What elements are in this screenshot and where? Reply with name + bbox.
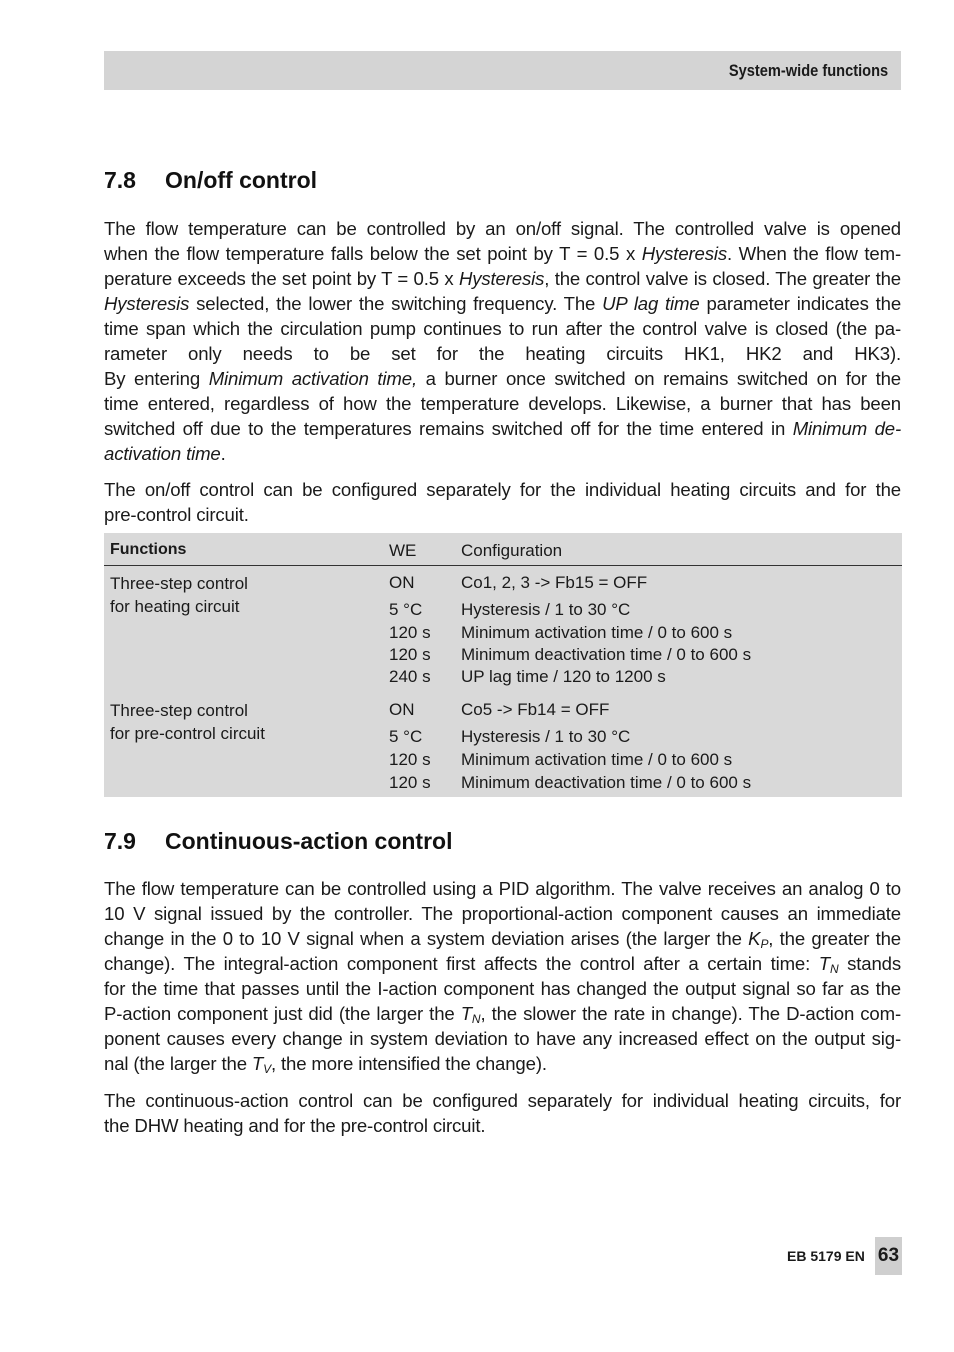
- paragraph: [104, 876, 901, 1076]
- table-cell-config: Hysteresis / 1 to 30 °C: [461, 600, 631, 619]
- text-line: switched off due to the temperatures remains switched off for the time entered in Minimum de-: [104, 418, 901, 439]
- section-heading-7-8: [104, 167, 317, 194]
- table-cell-we: ON: [389, 573, 415, 592]
- text-line: for the time that passes until the I-action component has changed the output signal so far as the: [104, 978, 901, 999]
- table-cell-config: Minimum deactivation time / 0 to 600 s: [461, 645, 752, 664]
- paragraph: [104, 1088, 901, 1138]
- table-cell-we: 5 °C: [389, 600, 423, 619]
- group-label-line: for heating circuit: [110, 597, 240, 616]
- table-cell-we: 120 s: [389, 773, 431, 792]
- italic-term: $K_P$: [748, 928, 769, 951]
- italic-term: $T_N$: [818, 953, 839, 976]
- paragraph: [104, 477, 901, 527]
- text-line: time entered, regardless of how the temperature develops. Likewise, a burner that has been: [104, 393, 901, 414]
- italic-term: Minimum de-: [792, 418, 901, 439]
- column-header-functions: Functions: [110, 541, 187, 558]
- column-header-configuration: Configuration: [461, 541, 563, 560]
- section-number: 7.8: [104, 167, 136, 193]
- italic-term: $T_N$: [460, 1003, 481, 1026]
- text-line: change in the 0 to 10 V signal when a system deviation arises (the larger the $K_P$, the greater the: [104, 928, 902, 951]
- text-line: The flow temperature can be controlled using a PID algorithm. The valve receives an analog 0 to: [104, 878, 901, 899]
- text-line: Hysteresis selected, the lower the switching frequency. The UP lag time parameter indicates the: [104, 293, 902, 314]
- text-line: the DHW heating and for the pre-control circuit.: [104, 1115, 486, 1136]
- text-line: The continuous-action control can be configured separately for individual heating circuits, for: [104, 1090, 901, 1111]
- italic-term: $T_V$: [251, 1053, 271, 1076]
- header-title: System-wide functions: [728, 61, 888, 80]
- table-cell-config: Minimum activation time / 0 to 600 s: [461, 623, 733, 642]
- group-label-line: Three-step control: [110, 574, 248, 593]
- functions-table: [104, 533, 902, 797]
- text-line: change). The integral-action component first affects the control after a certain time: $T_N$ stands: [104, 953, 901, 976]
- table-cell-we: 120 s: [389, 645, 431, 664]
- table-header-row: [104, 533, 902, 566]
- text-line: perature exceeds the set point by T = 0.5 x Hysteresis, the control valve is closed. The greater the: [104, 268, 901, 289]
- italic-term: activation time: [104, 443, 221, 464]
- text-line: when the flow temperature falls below the set point by T = 0.5 x Hysteresis. When the flow tem-: [104, 243, 901, 264]
- table-cell-we: 120 s: [389, 750, 431, 769]
- table-cell-config: Co1, 2, 3 -> Fb15 = OFF: [461, 573, 648, 592]
- document-id: EB 5179 EN: [787, 1248, 865, 1264]
- section-heading-7-9: [104, 828, 452, 855]
- text-line: rameter only needs to be set for the heating circuits HK1, HK2 and HK3).: [104, 343, 901, 364]
- text-line: nal (the larger the $T_V$, the more intensified the change).: [104, 1053, 547, 1076]
- text-line: By entering Minimum activation time, a burner once switched on remains switched on for the: [104, 368, 901, 389]
- italic-term: Hysteresis: [104, 293, 190, 314]
- table-cell-config: Minimum deactivation time / 0 to 600 s: [461, 773, 752, 792]
- table-cell-we: 240 s: [389, 667, 431, 686]
- text-line: pre-control circuit.: [104, 504, 249, 525]
- group-label: [110, 572, 248, 618]
- table-cell-we: 5 °C: [389, 727, 423, 746]
- column-header-we: WE: [389, 541, 417, 560]
- page-number: 63: [875, 1237, 902, 1275]
- text-line: ponent causes every change in system deviation to have any increased effect on the output sig-: [104, 1028, 901, 1049]
- text-line: P-action component just did (the larger the $T_N$, the slower the rate in change). The D-action com-: [104, 1003, 901, 1026]
- table-cell-config: Minimum activation time / 0 to 600 s: [461, 750, 733, 769]
- table-cell-config: Co5 -> Fb14 = OFF: [461, 700, 610, 719]
- paragraph: [104, 216, 901, 466]
- group-label-line: for pre-control circuit: [110, 724, 265, 743]
- italic-term: Hysteresis: [458, 268, 545, 289]
- text-line: 10 V signal issued by the controller. The proportional-action component causes an immediate: [104, 903, 901, 924]
- section-title: On/off control: [165, 167, 318, 193]
- group-label: [110, 699, 265, 745]
- text-line: time span which the circulation pump continues to run after the control valve is closed (the pa-: [104, 318, 901, 339]
- table-cell-we: ON: [389, 700, 415, 719]
- text-line: The on/off control can be configured separately for the individual heating circuits and for the: [104, 479, 901, 500]
- italic-term: Minimum activation time,: [208, 368, 417, 389]
- section-number: 7.9: [104, 828, 136, 854]
- running-header: [104, 51, 901, 90]
- table-cell-config: UP lag time / 120 to 1200 s: [461, 667, 666, 686]
- italic-term: UP lag time: [602, 293, 700, 314]
- italic-term: Hysteresis: [641, 243, 728, 264]
- text-line: The flow temperature can be controlled by an on/off signal. The controlled valve is opened: [104, 218, 901, 239]
- section-title: Continuous-action control: [165, 828, 453, 854]
- table-cell-config: Hysteresis / 1 to 30 °C: [461, 727, 631, 746]
- text-line: activation time.: [104, 443, 226, 464]
- table-cell-we: 120 s: [389, 623, 431, 642]
- group-label-line: Three-step control: [110, 701, 248, 720]
